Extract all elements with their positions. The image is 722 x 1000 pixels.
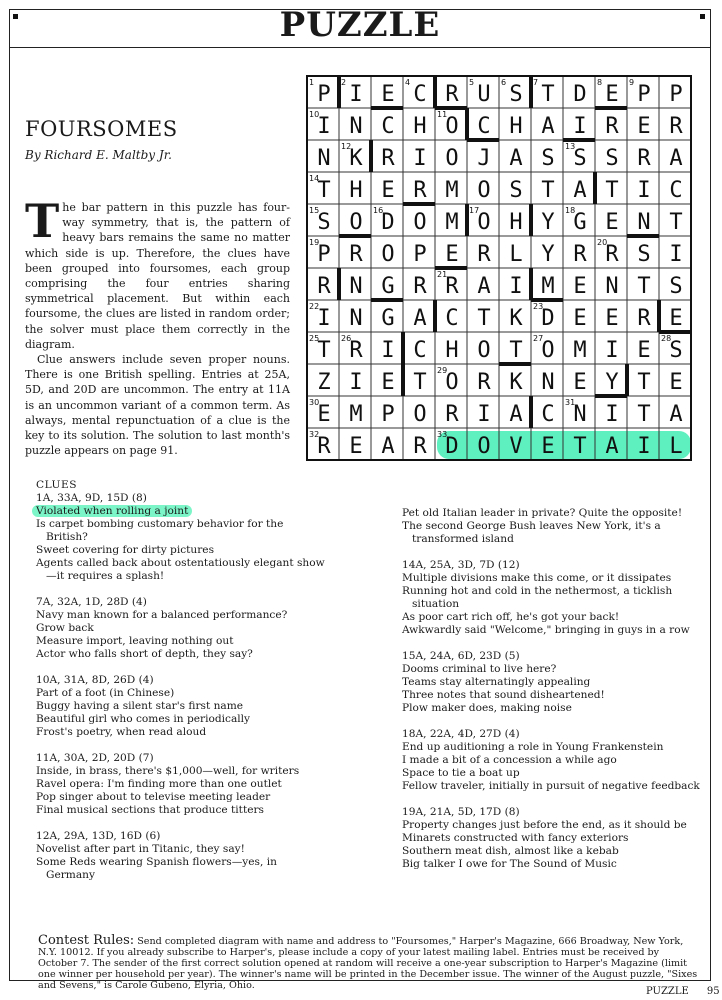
- masthead-rule: [10, 47, 710, 48]
- clue-line[interactable]: Part of a foot (in Chinese): [36, 687, 175, 699]
- grid-number: 25: [309, 334, 320, 343]
- grid-letter[interactable]: I: [637, 434, 651, 459]
- grid-letter[interactable]: I: [477, 402, 491, 427]
- grid-letter[interactable]: O: [445, 370, 459, 395]
- grid-number: 31: [565, 398, 576, 407]
- grid-letter[interactable]: N: [349, 114, 363, 139]
- grid-letter[interactable]: O: [445, 114, 459, 139]
- grid-letter[interactable]: P: [413, 242, 427, 267]
- grid-letter[interactable]: T: [605, 178, 619, 203]
- grid-number: 16: [373, 206, 384, 215]
- grid-letter[interactable]: D: [541, 306, 555, 331]
- clues-left-column: [36, 479, 326, 895]
- grid-number: 23: [533, 302, 544, 311]
- grid-letter[interactable]: R: [445, 274, 459, 299]
- grid-letter[interactable]: M: [541, 274, 555, 299]
- grid-letter[interactable]: T: [509, 338, 523, 363]
- grid-letter[interactable]: O: [477, 338, 491, 363]
- grid-letter[interactable]: H: [413, 114, 427, 139]
- grid-letter[interactable]: A: [669, 146, 683, 171]
- clue-group-head: 12A, 29A, 13D, 16D (6): [36, 830, 161, 842]
- grid-letter[interactable]: I: [349, 370, 363, 395]
- clue-line[interactable]: Frost's poetry, when read aloud: [36, 726, 207, 738]
- clue-line[interactable]: Actor who falls short of depth, they say?: [36, 648, 253, 660]
- grid-letter[interactable]: E: [381, 370, 395, 395]
- clue-line[interactable]: Navy man known for a balanced performance?: [36, 609, 288, 621]
- clue-line[interactable]: Space to tie a boat up: [402, 767, 520, 779]
- grid-letter[interactable]: R: [605, 242, 619, 267]
- grid-number: 4: [405, 78, 411, 87]
- grid-letter[interactable]: T: [541, 178, 555, 203]
- grid-letter[interactable]: E: [605, 82, 619, 107]
- grid-number: 7: [533, 78, 539, 87]
- grid-letter[interactable]: O: [349, 210, 363, 235]
- grid-letter[interactable]: I: [669, 242, 683, 267]
- grid-letter[interactable]: Y: [605, 370, 619, 395]
- grid-letter[interactable]: R: [477, 370, 491, 395]
- clue-line[interactable]: Buggy having a silent star's first name: [36, 700, 244, 712]
- grid-letter[interactable]: E: [605, 306, 619, 331]
- grid-letter[interactable]: I: [605, 402, 619, 427]
- grid-letter[interactable]: E: [541, 434, 555, 459]
- grid-letter[interactable]: R: [381, 146, 395, 171]
- grid-letter[interactable]: K: [509, 306, 523, 331]
- clue-group: [402, 559, 702, 637]
- grid-letter[interactable]: Y: [541, 242, 555, 267]
- grid-letter[interactable]: O: [413, 210, 427, 235]
- grid-letter[interactable]: M: [445, 210, 459, 235]
- clue-line[interactable]: End up auditioning a role in Young Frankenstein: [402, 741, 664, 753]
- grid-number: 17: [469, 206, 480, 215]
- grid-letter[interactable]: A: [541, 114, 555, 139]
- grid-letter[interactable]: G: [381, 306, 395, 331]
- grid-letter[interactable]: E: [637, 338, 651, 363]
- grid-letter[interactable]: S: [541, 146, 555, 171]
- grid-letter[interactable]: O: [477, 178, 491, 203]
- grid-number: 14: [309, 174, 320, 183]
- grid-letter[interactable]: D: [445, 434, 459, 459]
- grid-letter[interactable]: R: [477, 242, 491, 267]
- grid-letter[interactable]: H: [509, 114, 523, 139]
- grid-number: 27: [533, 334, 544, 343]
- puzzle-byline: By Richard E. Maltby Jr.: [25, 148, 172, 162]
- clue-group: [36, 596, 326, 661]
- clue-group-head: 11A, 30A, 2D, 20D (7): [36, 752, 154, 764]
- grid-letter[interactable]: R: [317, 434, 331, 459]
- clue-line[interactable]: Agents called back about ostentatiously elegant show—it requires a splash!: [36, 557, 325, 582]
- grid-letter[interactable]: D: [381, 210, 395, 235]
- grid-letter[interactable]: E: [381, 82, 395, 107]
- grid-letter[interactable]: N: [637, 210, 651, 235]
- clue-group: [402, 650, 702, 715]
- grid-letter[interactable]: I: [509, 274, 523, 299]
- grid-letter[interactable]: T: [637, 274, 651, 299]
- clue-line[interactable]: Inside, in brass, there's $1,000—well, for writers: [36, 765, 300, 777]
- clue-group: [36, 830, 326, 882]
- grid-number: 8: [597, 78, 603, 87]
- clue-line[interactable]: The second George Bush leaves New York, it's a transformed island: [402, 520, 661, 545]
- grid-number: 28: [661, 334, 672, 343]
- grid-letter[interactable]: T: [573, 434, 587, 459]
- grid-letter[interactable]: P: [669, 82, 683, 107]
- grid-number: 6: [501, 78, 507, 87]
- clue-line[interactable]: Beautiful girl who comes in periodically: [36, 713, 251, 725]
- clue-line[interactable]: Some Reds wearing Spanish flowers—yes, in Germany: [36, 856, 277, 881]
- grid-letter[interactable]: S: [669, 274, 683, 299]
- grid-letter[interactable]: I: [573, 114, 587, 139]
- clue-group-head: 18A, 22A, 4D, 27D (4): [402, 728, 520, 740]
- grid-letter[interactable]: C: [669, 178, 683, 203]
- grid-letter[interactable]: Z: [317, 370, 331, 395]
- grid-letter[interactable]: S: [509, 178, 523, 203]
- clue-line[interactable]: Sweet covering for dirty pictures: [36, 544, 215, 556]
- grid-letter[interactable]: O: [541, 338, 555, 363]
- grid-letter[interactable]: N: [349, 274, 363, 299]
- grid-number: 19: [309, 238, 320, 247]
- grid-number: 30: [309, 398, 320, 407]
- grid-number: 18: [565, 206, 576, 215]
- grid-letter[interactable]: T: [413, 370, 427, 395]
- grid-letter[interactable]: S: [573, 146, 587, 171]
- clue-line[interactable]: [36, 505, 326, 518]
- grid-letter[interactable]: S: [669, 338, 683, 363]
- grid-letter[interactable]: R: [413, 434, 427, 459]
- grid-letter[interactable]: C: [413, 82, 427, 107]
- grid-letter[interactable]: N: [573, 402, 587, 427]
- grid-number: 13: [565, 142, 576, 151]
- intro-paragraph-1: he bar pattern in this puzzle has four-way symmetry, that is, the pattern of heavy bars remains the same no matter which side is up. Therefore, the clues have been grouped into foursomes, each group comprising the four entries sharing symmetrical placement. But within each foursome, the clues are listed in random order; the solver must place them correctly in the diagram.: [25, 201, 290, 351]
- grid-letter[interactable]: A: [669, 402, 683, 427]
- grid-letter[interactable]: U: [477, 82, 491, 107]
- grid-letter[interactable]: T: [477, 306, 491, 331]
- grid-number: 22: [309, 302, 320, 311]
- grid-letter[interactable]: N: [317, 146, 331, 171]
- clue-group-head: 14A, 25A, 3D, 7D (12): [402, 559, 520, 571]
- grid-letter[interactable]: O: [413, 402, 427, 427]
- grid-number: 11: [437, 110, 448, 119]
- clues-right-column: [402, 507, 702, 884]
- clue-group-head: 1A, 33A, 9D, 15D (8): [36, 492, 147, 504]
- clue-line[interactable]: Final musical sections that produce titters: [36, 804, 264, 816]
- grid-letter[interactable]: N: [349, 306, 363, 331]
- grid-number: 15: [309, 206, 320, 215]
- clue-line[interactable]: Teams stay alternatingly appealing: [402, 676, 591, 688]
- grid-letter[interactable]: E: [637, 114, 651, 139]
- grid-number: 1: [309, 78, 315, 87]
- grid-letter[interactable]: E: [573, 274, 587, 299]
- clue-group-head: 19A, 21A, 5D, 17D (8): [402, 806, 520, 818]
- grid-letter[interactable]: T: [669, 210, 683, 235]
- clue-line[interactable]: Running hot and cold in the nethermost, a ticklish situation: [402, 585, 673, 610]
- grid-letter[interactable]: E: [349, 434, 363, 459]
- grid-letter[interactable]: P: [637, 82, 651, 107]
- contest-rules: [38, 935, 698, 991]
- grid-number: 9: [629, 78, 635, 87]
- grid-number: 26: [341, 334, 352, 343]
- clue-line[interactable]: Grow back: [36, 622, 94, 634]
- grid-number: 29: [437, 366, 448, 375]
- grid-letter[interactable]: R: [445, 82, 459, 107]
- drop-cap: T: [25, 194, 60, 248]
- clue-line[interactable]: Awkwardly said "Welcome," bringing in guys in a row: [402, 624, 690, 636]
- grid-letter[interactable]: O: [445, 146, 459, 171]
- grid-letter[interactable]: T: [637, 402, 651, 427]
- grid-letter[interactable]: P: [317, 242, 331, 267]
- clue-line[interactable]: Dooms criminal to live here?: [402, 663, 557, 675]
- grid-number: 2: [341, 78, 347, 87]
- highlighted-clue: Violated when rolling a joint: [32, 505, 192, 517]
- grid-letter[interactable]: O: [381, 242, 395, 267]
- grid-letter[interactable]: R: [605, 114, 619, 139]
- grid-letter[interactable]: A: [509, 146, 523, 171]
- grid-letter[interactable]: E: [381, 178, 395, 203]
- grid-letter[interactable]: R: [413, 274, 427, 299]
- highlighted-entry: [437, 431, 691, 459]
- clues-header: CLUES: [36, 479, 77, 491]
- clue-line[interactable]: Pet old Italian leader in private? Quite the opposite!: [402, 507, 683, 519]
- clue-line[interactable]: Novelist after part in Titanic, they say!: [36, 843, 245, 855]
- grid-number: 12: [341, 142, 352, 151]
- grid-letter[interactable]: E: [573, 306, 587, 331]
- grid-number: 32: [309, 430, 320, 439]
- clue-line[interactable]: Minarets constructed with fancy exteriors: [402, 832, 629, 844]
- page-footer: [646, 986, 720, 997]
- grid-letter[interactable]: T: [317, 178, 331, 203]
- clue-group: [402, 728, 702, 793]
- grid-letter[interactable]: G: [381, 274, 395, 299]
- clue-group-head: 7A, 32A, 1D, 28D (4): [36, 596, 147, 608]
- grid-letter[interactable]: L: [509, 242, 523, 267]
- grid-letter[interactable]: O: [477, 434, 491, 459]
- grid-letter[interactable]: A: [381, 434, 395, 459]
- clue-line[interactable]: Pop singer about to televise meeting leader: [36, 791, 271, 803]
- grid-letter[interactable]: J: [477, 146, 491, 171]
- grid-number: 21: [437, 270, 448, 279]
- grid-letter[interactable]: E: [573, 370, 587, 395]
- grid-letter[interactable]: E: [669, 370, 683, 395]
- clue-line[interactable]: Ravel opera: I'm finding more than one outlet: [36, 778, 282, 790]
- grid-letter[interactable]: R: [413, 178, 427, 203]
- clue-group-head: 10A, 31A, 8D, 26D (4): [36, 674, 154, 686]
- clue-group: [402, 806, 702, 871]
- grid-number: 5: [469, 78, 475, 87]
- grid-letter[interactable]: E: [669, 306, 683, 331]
- clue-group-head: 15A, 24A, 6D, 23D (5): [402, 650, 520, 662]
- grid-letter[interactable]: R: [349, 242, 363, 267]
- footer-label: PUZZLE: [646, 986, 689, 997]
- clue-group: [36, 752, 326, 817]
- grid-letter[interactable]: L: [669, 434, 683, 459]
- grid-letter[interactable]: V: [509, 434, 523, 459]
- grid-letter[interactable]: H: [445, 338, 459, 363]
- grid-letter[interactable]: A: [477, 274, 491, 299]
- grid-letter[interactable]: P: [317, 82, 331, 107]
- grid-letter[interactable]: R: [637, 146, 651, 171]
- grid-letter[interactable]: R: [637, 306, 651, 331]
- grid-letter[interactable]: R: [573, 242, 587, 267]
- grid-letter[interactable]: A: [413, 306, 427, 331]
- grid-letter[interactable]: I: [605, 338, 619, 363]
- clue-line[interactable]: Plow maker does, making noise: [402, 702, 572, 714]
- grid-letter[interactable]: I: [381, 338, 395, 363]
- grid-letter[interactable]: T: [541, 82, 555, 107]
- grid-letter[interactable]: I: [413, 146, 427, 171]
- grid-letter[interactable]: A: [509, 402, 523, 427]
- grid-letter[interactable]: S: [637, 242, 651, 267]
- clue-line[interactable]: Is carpet bombing customary behavior for the British?: [36, 518, 284, 543]
- grid-letter[interactable]: C: [541, 402, 555, 427]
- clue-line[interactable]: As poor cart rich off, he's got your back!: [402, 611, 620, 623]
- clue-group: [36, 674, 326, 739]
- grid-letter[interactable]: Y: [541, 210, 555, 235]
- grid-letter[interactable]: S: [509, 82, 523, 107]
- contest-lead: Contest Rules:: [38, 933, 135, 948]
- grid-letter[interactable]: R: [445, 402, 459, 427]
- grid-number: 20: [597, 238, 608, 247]
- grid-letter[interactable]: T: [317, 338, 331, 363]
- clue-line[interactable]: Big talker I owe for The Sound of Music: [402, 858, 617, 870]
- clue-line[interactable]: Property changes just before the end, as it should be: [402, 819, 687, 831]
- contest-body: Send completed diagram with name and address to "Foursomes," Harper's Magazine, 666 Broadway, New York, N.Y. 10012. If you already subscribe to Harper's, please include a copy of your latest mailing label. Entries must be received by October 7. The sender of the first correct solution opened at random will receive a one-year subscription to Harper's Magazine (limit one winner per household per year). The winner's name will be printed in the December issue. The winner of the August puzzle, "Sixes and Sevens," is Carole Gubeno, Elyria, Ohio.: [38, 936, 698, 991]
- grid-letter[interactable]: R: [349, 338, 363, 363]
- grid-letter[interactable]: K: [509, 370, 523, 395]
- crossword-grid[interactable]: [306, 75, 692, 464]
- grid-letter[interactable]: P: [381, 402, 395, 427]
- grid-letter[interactable]: I: [349, 82, 363, 107]
- grid-letter[interactable]: R: [669, 114, 683, 139]
- grid-letter[interactable]: C: [381, 114, 395, 139]
- clue-line[interactable]: Fellow traveler, initially in pursuit of negative feedback: [402, 780, 700, 792]
- puzzle-title: FOURSOMES: [25, 117, 178, 141]
- grid-letter[interactable]: C: [445, 306, 459, 331]
- grid-letter[interactable]: O: [477, 210, 491, 235]
- grid-letter[interactable]: E: [445, 242, 459, 267]
- grid-letter[interactable]: H: [509, 210, 523, 235]
- grid-letter[interactable]: M: [573, 338, 587, 363]
- grid-number: 33: [437, 430, 448, 439]
- grid-letter[interactable]: E: [317, 402, 331, 427]
- grid-letter[interactable]: H: [349, 178, 363, 203]
- clue-line[interactable]: Southern meat dish, almost like a kebab: [402, 845, 619, 857]
- grid-letter[interactable]: N: [541, 370, 555, 395]
- page-number: 95: [706, 986, 720, 997]
- intro-paragraph-2: Clue answers include seven proper nouns. There is one British spelling. Entries at 25A, 5D, and 20D are uncommon. The entry at 11A is an uncommon variant of a common term. As always, mental repunctuation of a clue is the key to its solution. The solution to last month's puzzle appears on page 91.: [25, 353, 290, 458]
- clue-line[interactable]: Measure import, leaving nothing out: [36, 635, 234, 647]
- grid-letter[interactable]: E: [605, 210, 619, 235]
- clue-line[interactable]: I made a bit of a concession a while ago: [402, 754, 617, 766]
- grid-letter[interactable]: R: [317, 274, 331, 299]
- grid-letter[interactable]: N: [605, 274, 619, 299]
- grid-letter[interactable]: C: [413, 338, 427, 363]
- grid-letter[interactable]: K: [349, 146, 363, 171]
- masthead: PUZZLE: [279, 5, 441, 45]
- grid-letter[interactable]: A: [605, 434, 619, 459]
- grid-letter[interactable]: C: [477, 114, 491, 139]
- grid-number: 10: [309, 110, 320, 119]
- grid-letter[interactable]: S: [317, 210, 331, 235]
- grid-letter[interactable]: I: [317, 306, 331, 331]
- grid-letter[interactable]: G: [573, 210, 587, 235]
- clue-line[interactable]: Three notes that sound disheartened!: [402, 689, 605, 701]
- grid-letter[interactable]: A: [573, 178, 587, 203]
- grid-letter[interactable]: M: [445, 178, 459, 203]
- intro-text: [25, 194, 290, 458]
- grid-letter[interactable]: M: [349, 402, 363, 427]
- grid-letter[interactable]: S: [605, 146, 619, 171]
- clue-group: [402, 507, 702, 546]
- grid-letter[interactable]: T: [637, 370, 651, 395]
- grid-letter[interactable]: D: [573, 82, 587, 107]
- clue-line[interactable]: Multiple divisions make this come, or it dissipates: [402, 572, 672, 584]
- grid-letter[interactable]: I: [317, 114, 331, 139]
- grid-letter[interactable]: I: [637, 178, 651, 203]
- clue-group: [36, 492, 326, 583]
